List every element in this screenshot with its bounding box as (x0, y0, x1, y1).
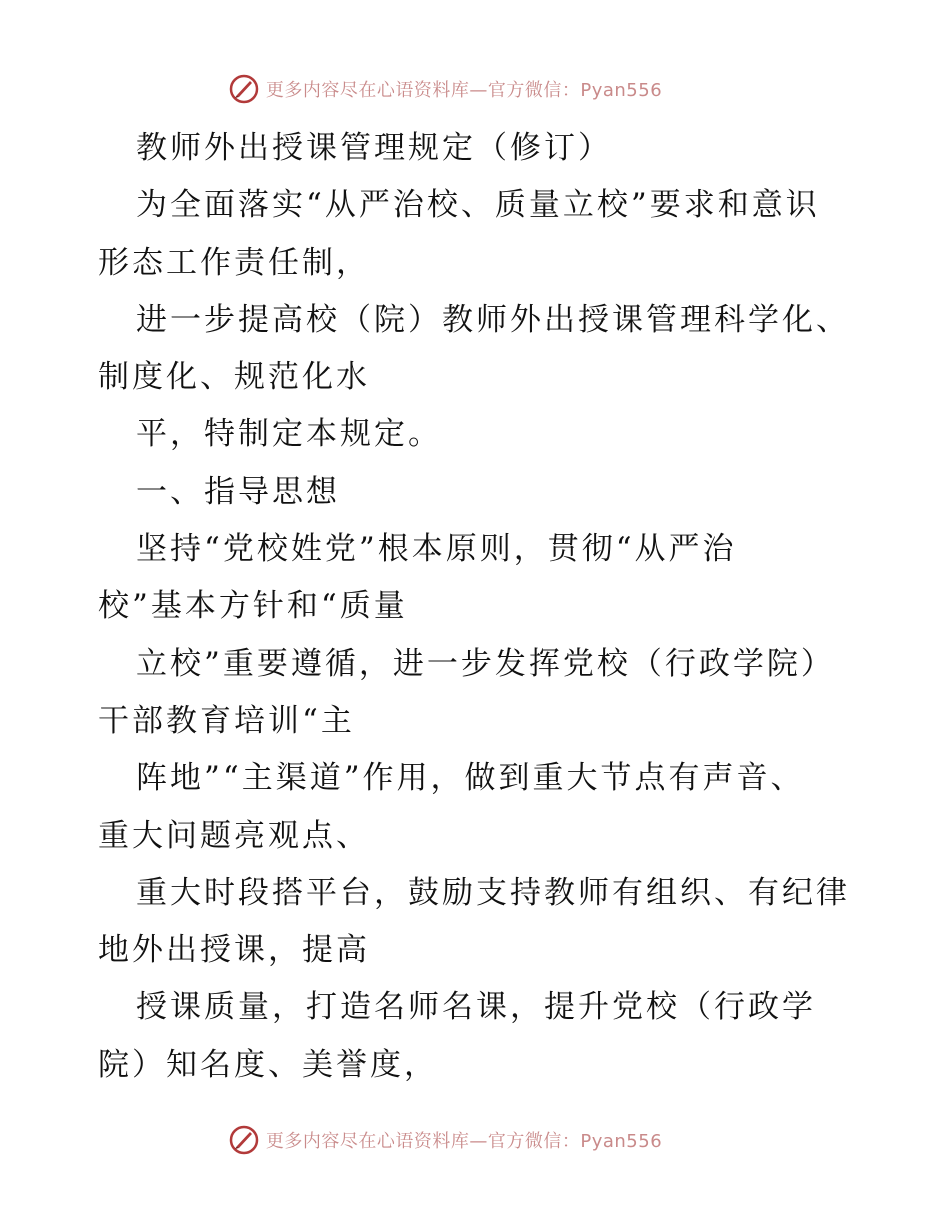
paragraph-line: 为全面落实“从严治校、质量立校”要求和意识 (136, 187, 820, 224)
paragraph-line: 地外出授课，提高 (98, 932, 370, 969)
paragraph-line: 立校”重要遵循，进一步发挥党校（行政学院） (136, 645, 835, 682)
paragraph-line: 进一步提高校（院）教师外出授课管理科学化、 (136, 301, 850, 338)
quill-logo-icon (228, 1124, 260, 1156)
paragraph-line: 阵地”“主渠道”作用，做到重大节点有声音、 (136, 760, 805, 797)
paragraph-line: 重大时段搭平台，鼓励支持教师有组织、有纪律 (136, 874, 850, 911)
footer-watermark (0, 1124, 950, 1156)
paragraph-line: 坚持“党校姓党”根本原则，贯彻“从严治 (136, 531, 737, 568)
paragraph-line: 制度化、规范化水 (98, 359, 370, 396)
paragraph-line: 形态工作责任制， (98, 244, 370, 281)
paragraph-line: 重大问题亮观点、 (98, 817, 370, 854)
document-title: 教师外出授课管理规定（修订） (136, 130, 612, 166)
paragraph-line: 授课质量，打造名师名课，提升党校（行政学 (136, 989, 816, 1026)
paragraph-line: 院）知名度、美誉度， (98, 1046, 438, 1083)
document-body (98, 120, 868, 1094)
quill-logo-icon (228, 73, 260, 105)
footer-watermark-text: 更多内容尽在心语资料库—官方微信：Pyan556 (265, 1131, 663, 1152)
header-watermark-text: 更多内容尽在心语资料库—官方微信：Pyan556 (265, 80, 663, 101)
paragraph-line: 平，特制定本规定。 (136, 416, 442, 453)
paragraph-line: 干部教育培训“主 (98, 702, 355, 739)
paragraph-line: 一、指导思想 (136, 473, 340, 510)
paragraph-line: 校”基本方针和“质量 (98, 588, 408, 625)
header-watermark (0, 73, 950, 105)
